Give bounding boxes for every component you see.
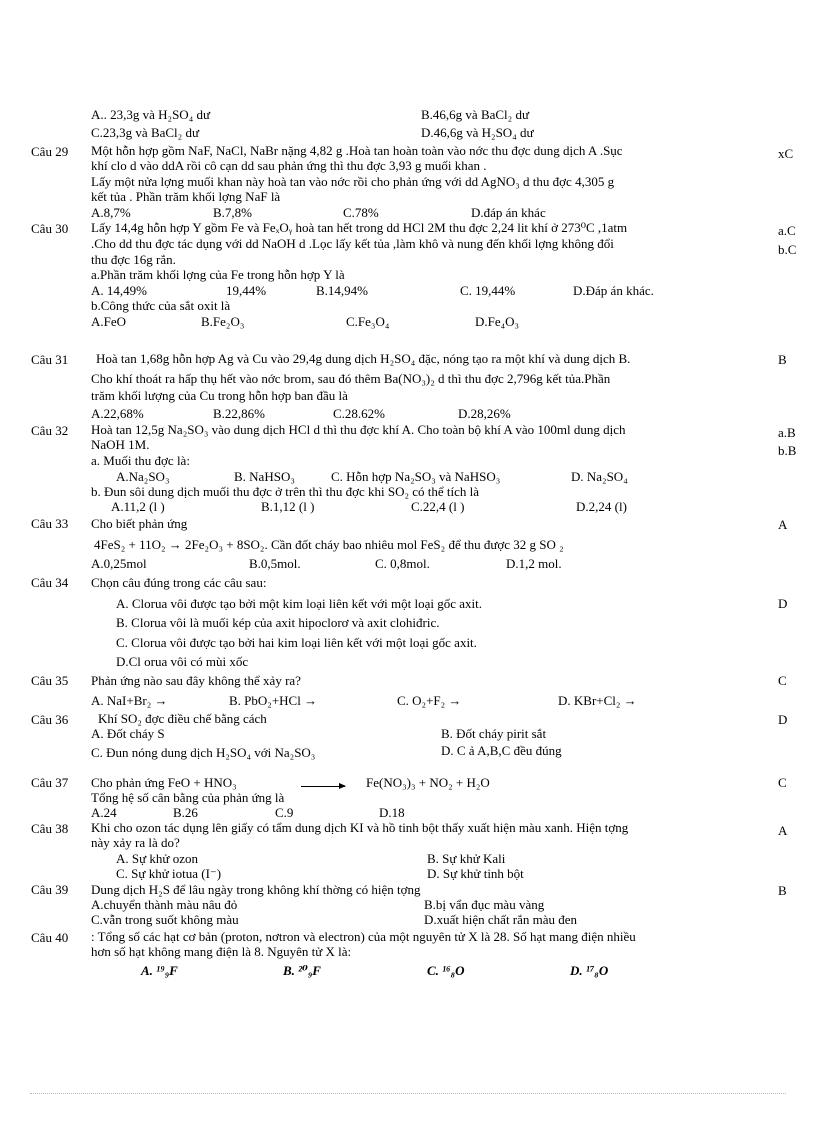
- option-line: A.FeO: [91, 314, 127, 329]
- option-line: A. ¹⁹₉F: [141, 963, 178, 978]
- option-line: D.18: [379, 805, 405, 820]
- question-text: khí clo d vào ddA rồi cô cạn dd sau phản ứng thì thu đợc 3,93 g muối khan .: [91, 158, 487, 173]
- answer-key: A: [778, 823, 788, 838]
- question-text: a. Muối thu đợc là:: [91, 453, 190, 468]
- question-number: Câu 32: [31, 423, 69, 438]
- question-number: Câu 36: [31, 712, 69, 727]
- option-line: A.24: [91, 805, 117, 820]
- answer-key: B: [778, 352, 787, 367]
- option-line: A.Na₂SO₃: [116, 469, 170, 484]
- question-text: Lấy 14,4g hỗn hợp Y gồm Fe và FeₓOᵧ hoà tan hết trong dd HCl 2M thu đợc 2,24 lit khí ở 273⁰C ,1atm: [91, 220, 628, 235]
- question-number: Câu 35: [31, 673, 69, 688]
- answer-key: D: [778, 712, 788, 727]
- question-text: này xảy ra là do?: [91, 835, 180, 850]
- question-text: trăm khối lượng của Cu trong hỗn hợp ban đầu là: [91, 388, 348, 403]
- question-text: NaOH 1M.: [91, 437, 150, 452]
- option-line: D.Đáp án khác.: [573, 283, 654, 298]
- option-line: D.Fe₄O₃: [475, 314, 520, 329]
- answer-key: C: [778, 673, 787, 688]
- question-text: Chọn câu đúng trong các câu sau:: [91, 575, 267, 590]
- option-line: C.vẫn trong suốt không màu: [91, 912, 239, 927]
- question-number: Câu 30: [31, 221, 69, 236]
- reaction-equation: 4FeS₂ + 11O₂ → 2Fe₂O₃ + 8SO₂. Cần đốt cháy bao nhiêu mol FeS₂ để thu được 32 g SO ₂: [94, 537, 564, 552]
- option-line: D.2,24 (l): [576, 499, 627, 514]
- answer-key: A: [778, 517, 788, 532]
- option-line: D.46,6g và H₂SO₄ dư: [421, 125, 534, 140]
- option-line: C. Hỗn hợp Na₂SO₃ và NaHSO₃: [331, 469, 501, 484]
- question-text: thu đợc 16g rắn.: [91, 252, 176, 267]
- option-line: A. 14,49%: [91, 283, 147, 298]
- question-text: b.Công thức của sắt oxit là: [91, 298, 231, 313]
- option-line: B.22,86%: [213, 406, 265, 421]
- question-text: hơn số hạt không mang điện là 8. Nguyên tử X là:: [91, 944, 352, 959]
- reaction-left: Cho phản ứng FeO + HNO₃: [91, 775, 237, 790]
- option-line: A.22,68%: [91, 406, 144, 421]
- option-line: C. Đun nóng dung dịch H₂SO₄ với Na₂SO₃: [91, 745, 316, 760]
- option-line: B.1,12 (l ): [261, 499, 315, 514]
- option-line: C. 0,8mol.: [375, 556, 430, 571]
- option-line: A. Đốt cháy S: [91, 726, 165, 741]
- option-line: A. Sự khử ozon: [116, 851, 198, 866]
- reaction-arrow: [301, 786, 345, 787]
- option-line: D. ¹⁷₈O: [570, 963, 609, 978]
- option-line: B.14,94%: [316, 283, 368, 298]
- option-line: B.46,6g và BaCl₂ dư: [421, 107, 529, 122]
- option-line: B.7,8%: [213, 205, 252, 220]
- question-number: Câu 38: [31, 821, 69, 836]
- question-number: Câu 29: [31, 144, 69, 159]
- page-footer-rule: [30, 1093, 786, 1094]
- question-number: Câu 33: [31, 516, 69, 531]
- question-number: Câu 31: [31, 352, 69, 367]
- answer-key: b.B: [778, 443, 797, 458]
- option-line: B. Đốt cháy pirit sắt: [441, 726, 547, 741]
- answer-key: a.B: [778, 425, 796, 440]
- option-line: D.28,26%: [458, 406, 511, 421]
- option-line: D.xuất hiện chất rắn màu đen: [424, 912, 578, 927]
- answer-key: xC: [778, 146, 794, 161]
- option-line: B. Sự khử Kali: [427, 851, 506, 866]
- option-line: C. O₂+F₂ →: [397, 693, 462, 708]
- option-line: D. KBr+Cl₂ →: [558, 693, 637, 708]
- question-text: Cho khí thoát ra hấp thụ hết vào nớc brom, sau đó thêm Ba(NO₃)₂ d thì thu đợc 2,796g kết tủa.Phần: [91, 371, 611, 386]
- answer-key: C: [778, 775, 787, 790]
- option-line: C.78%: [343, 205, 379, 220]
- option-line: D. Na₂SO₄: [571, 469, 628, 484]
- option-line: C. ¹⁶₈O: [427, 963, 465, 978]
- question-text: Lấy một nửa lợng muối khan này hoà tan vào nớc rồi cho phản ứng với dd AgNO₃ d thu đợc 4,305 g: [91, 174, 615, 189]
- question-number: Câu 40: [31, 930, 69, 945]
- question-text: : Tổng số các hạt cơ bản (proton, nơtron và electron) của một nguyên tử X là 28. Số hạt mang điện nhiều: [91, 929, 636, 944]
- option-line: D.đáp án khác: [471, 205, 546, 220]
- option-line: D. C ả A,B,C đều đúng: [441, 743, 562, 758]
- question-text: Khí SO₂ đợc điều chế bằng cách: [98, 711, 267, 726]
- question-text: Hoà tan 12,5g Na₂SO₃ vào dung dịch HCl d thì thu đợc khí A. Cho toàn bộ khí A vào 100ml dung dịch: [91, 422, 626, 437]
- question-number: Câu 34: [31, 575, 69, 590]
- question-text: Hoà tan 1,68g hỗn hợp Ag và Cu vào 29,4g dung dịch H₂SO₄ đặc, nóng tạo ra một khí và dung dịch B.: [96, 351, 631, 366]
- option-line: C.Fe₃O₄: [346, 314, 390, 329]
- question-text: Khi cho ozon tác dụng lên giấy có tẩm dung dịch KI và hồ tinh bột thấy xuất hiện màu xanh. Hiện tợng: [91, 820, 629, 835]
- option-line: B. PbO₂+HCl →: [229, 693, 318, 708]
- option-line: A.11,2 (l ): [111, 499, 165, 514]
- option-line: B. NaHSO₃: [234, 469, 295, 484]
- question-text: b. Đun sôi dung dịch muối thu đợc ở trên thì thu đợc khi SO₂ có thể tích là: [91, 484, 480, 499]
- option-line: D.Cl orua vôi có mùi xốc: [116, 654, 249, 669]
- option-line: D.1,2 mol.: [506, 556, 562, 571]
- option-line: A.. 23,3g và H₂SO₄ dư: [91, 107, 211, 122]
- option-line: B.26: [173, 805, 198, 820]
- option-line: B. ²⁰₉F: [283, 963, 321, 978]
- question-text: Tổng hệ số cân bằng của phản ứng là: [91, 790, 285, 805]
- answer-key: b.C: [778, 242, 797, 257]
- option-line: B.0,5mol.: [249, 556, 301, 571]
- option-line: C.22,4 (l ): [411, 499, 465, 514]
- answer-key: a.C: [778, 223, 796, 238]
- option-line: B.bị vẩn đục màu vàng: [424, 897, 545, 912]
- option-line: B. Clorua vôi là muối kép của axit hipoclorơ và axit clohiđric.: [116, 615, 440, 630]
- question-text: Phản ứng nào sau đây không thể xảy ra?: [91, 673, 301, 688]
- option-line: A. NaI+Br₂ →: [91, 693, 168, 708]
- option-line: A. Clorua vôi được tạo bởi một kim loại liên kết với một loại gốc axit.: [116, 596, 482, 611]
- option-line: C. 19,44%: [460, 283, 516, 298]
- option-line: B.Fe₂O₃: [201, 314, 245, 329]
- option-line: C.9: [275, 805, 294, 820]
- question-text: a.Phần trăm khối lợng của Fe trong hỗn hợp Y là: [91, 267, 345, 282]
- option-line: C.23,3g và BaCl₂ dư: [91, 125, 199, 140]
- option-line: D. Sự khử tinh bột: [427, 866, 524, 881]
- question-text: Một hỗn hợp gồm NaF, NaCl, NaBr nặng 4,82 g .Hoà tan hoàn toàn vào nớc thu đợc dung dịch A .Sục: [91, 143, 623, 158]
- question-text: Dung dịch H₂S để lâu ngày trong không khí thờng có hiện tợng: [91, 882, 421, 897]
- option-line: A.0,25mol: [91, 556, 147, 571]
- question-text: Cho biết phản ứng: [91, 516, 188, 531]
- answer-key: B: [778, 883, 787, 898]
- answer-key: D: [778, 596, 788, 611]
- option-line: C.28.62%: [333, 406, 385, 421]
- option-line: C. Sự khử iotua (I⁻): [116, 866, 222, 881]
- option-line: A.8,7%: [91, 205, 131, 220]
- question-text: .Cho dd thu đợc tác dụng với dd NaOH d .Lọc lấy kết tủa ,làm khô và nung đến khối lợng không đổi: [91, 236, 614, 251]
- option-line: C. Clorua vôi được tạo bởi hai kim loại liên kết với một loại gốc axit.: [116, 635, 477, 650]
- question-number: Câu 39: [31, 882, 69, 897]
- option-line: A.chuyển thành màu nâu đỏ: [91, 897, 238, 912]
- option-line: 19,44%: [226, 283, 267, 298]
- question-number: Câu 37: [31, 775, 69, 790]
- reaction-right: Fe(NO₃)₃ + NO₂ + H₂O: [366, 775, 490, 790]
- question-text: kết tủa . Phần trăm khối lợng NaF là: [91, 189, 281, 204]
